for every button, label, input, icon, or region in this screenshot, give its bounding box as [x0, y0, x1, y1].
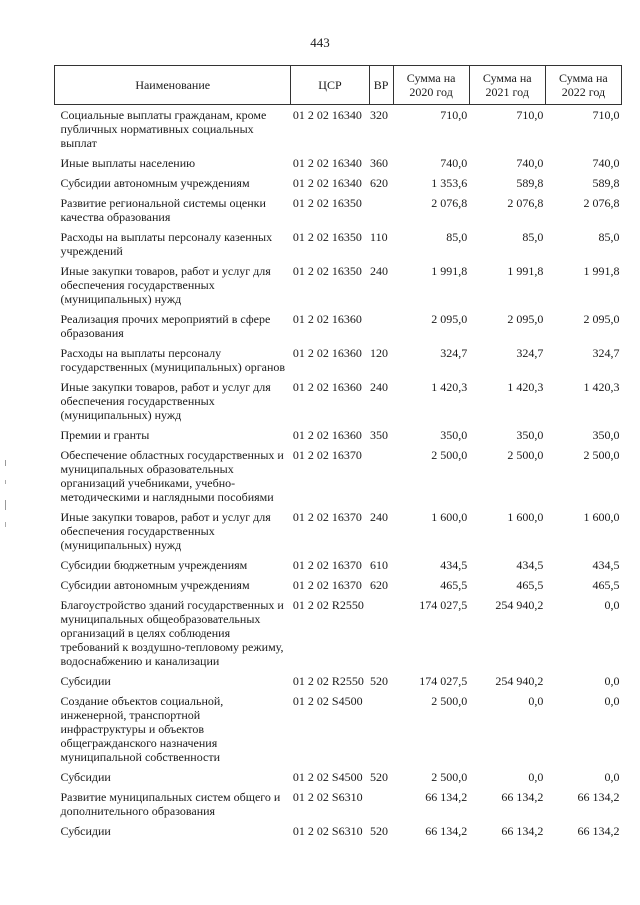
cell-name: Субсидии бюджетным учреждениям: [60, 558, 248, 572]
cell-sum-2022: 465,5: [592, 578, 620, 592]
cell-vr: [369, 691, 393, 767]
budget-table: [54, 65, 622, 841]
table-row: [55, 555, 622, 575]
cell-name: Создание объектов социальной, инженерной, транспортной инфраструктуры и объектов общегражданского назначения муниципальной собственности: [60, 694, 224, 764]
cell-vr: [369, 193, 393, 227]
cell-name: Иные закупки товаров, работ и услуг для обеспечения государственных (муниципальных) нужд: [60, 264, 271, 306]
cell-vr: 240: [370, 380, 389, 394]
cell-sum-2020: 2 500,0: [431, 694, 468, 708]
cell-sum-2021: 1 991,8: [507, 264, 544, 278]
cell-sum-2021: 1 420,3: [507, 380, 544, 394]
cell-name: Субсидии автономным учреждениям: [60, 176, 250, 190]
cell-sum-2021: 0,0: [528, 770, 544, 784]
cell-sum-2022: 589,8: [592, 176, 620, 190]
table-row: [55, 425, 622, 445]
cell-csr: 01 2 02 S6310: [292, 790, 363, 804]
table-row: [55, 173, 622, 193]
cell-sum-2020: 740,0: [440, 156, 468, 170]
cell-sum-2020: 324,7: [440, 346, 468, 360]
cell-sum-2022: 0,0: [604, 770, 620, 784]
page-number: 443: [310, 35, 330, 50]
cell-vr: [369, 309, 393, 343]
cell-vr: [369, 595, 393, 671]
cell-vr: 110: [370, 230, 388, 244]
table-row: [55, 153, 622, 173]
cell-sum-2020: 350,0: [440, 428, 468, 442]
table-row: [55, 787, 622, 821]
table-row: [55, 261, 622, 309]
cell-name: Развитие муниципальных систем общего и дополнительного образования: [60, 790, 281, 818]
cell-csr: 01 2 02 R2550: [292, 674, 364, 688]
table-row: [55, 227, 622, 261]
cell-sum-2020: 85,0: [446, 230, 468, 244]
cell-sum-2020: 66 134,2: [425, 790, 468, 804]
cell-sum-2021: 1 600,0: [507, 510, 544, 524]
cell-sum-2021: 2 095,0: [507, 312, 544, 326]
cell-sum-2021: 66 134,2: [501, 790, 544, 804]
scan-edge-marks: [5, 460, 7, 540]
table-header-row: [55, 66, 622, 105]
cell-sum-2021: 254 940,2: [495, 674, 544, 688]
cell-name: Субсидии: [60, 674, 111, 688]
cell-sum-2020: 2 500,0: [431, 770, 468, 784]
cell-name: Расходы на выплаты персоналу государственных (муниципальных) органов: [60, 346, 286, 374]
cell-sum-2022: 2 500,0: [583, 448, 620, 462]
cell-sum-2020: 66 134,2: [425, 824, 468, 838]
cell-sum-2020: 710,0: [440, 108, 468, 122]
cell-name: Социальные выплаты гражданам, кроме публичных нормативных социальных выплат: [60, 108, 267, 150]
cell-vr: 520: [370, 824, 389, 838]
header-sum-2022: Сумма на 2022 год: [545, 66, 621, 105]
cell-vr: 520: [370, 674, 389, 688]
cell-sum-2022: 0,0: [604, 598, 620, 612]
cell-sum-2022: 1 420,3: [583, 380, 620, 394]
cell-sum-2020: 2 500,0: [431, 448, 468, 462]
cell-csr: 01 2 02 16350: [292, 264, 362, 278]
cell-sum-2021: 710,0: [516, 108, 544, 122]
cell-sum-2021: 434,5: [516, 558, 544, 572]
cell-name: Премии и гранты: [60, 428, 150, 442]
cell-name: Субсидии автономным учреждениям: [60, 578, 250, 592]
table-row: [55, 821, 622, 841]
cell-vr: 320: [370, 108, 389, 122]
table-body: [55, 105, 622, 842]
cell-sum-2022: 0,0: [604, 674, 620, 688]
cell-csr: 01 2 02 16340: [292, 176, 362, 190]
cell-sum-2022: 2 076,8: [583, 196, 620, 210]
cell-sum-2021: 2 500,0: [507, 448, 544, 462]
cell-csr: 01 2 02 16340: [292, 156, 362, 170]
table-row: [55, 343, 622, 377]
cell-csr: 01 2 02 S6310: [292, 824, 363, 838]
cell-sum-2021: 324,7: [516, 346, 544, 360]
cell-sum-2022: 434,5: [592, 558, 620, 572]
cell-sum-2020: 1 420,3: [431, 380, 468, 394]
cell-sum-2022: 66 134,2: [577, 790, 620, 804]
cell-name: Иные закупки товаров, работ и услуг для обеспечения государственных (муниципальных) нужд: [60, 380, 271, 422]
cell-sum-2020: 1 991,8: [431, 264, 468, 278]
table-row: [55, 691, 622, 767]
cell-csr: 01 2 02 S4500: [292, 694, 363, 708]
cell-csr: 01 2 02 S4500: [292, 770, 363, 784]
cell-name: Субсидии: [60, 824, 111, 838]
table-row: [55, 445, 622, 507]
cell-sum-2020: 465,5: [440, 578, 468, 592]
table-row: [55, 671, 622, 691]
cell-sum-2022: 1 600,0: [583, 510, 620, 524]
cell-csr: 01 2 02 R2550: [292, 598, 364, 612]
cell-sum-2020: 434,5: [440, 558, 468, 572]
cell-csr: 01 2 02 16360: [292, 428, 362, 442]
cell-name: Расходы на выплаты персоналу казенных учреждений: [60, 230, 273, 258]
header-vr: ВР: [369, 66, 393, 105]
cell-sum-2021: 0,0: [528, 694, 544, 708]
cell-sum-2022: 85,0: [598, 230, 620, 244]
table-row: [55, 105, 622, 154]
cell-name: Развитие региональной системы оценки качества образования: [60, 196, 266, 224]
cell-vr: 620: [370, 578, 389, 592]
cell-csr: 01 2 02 16370: [292, 510, 362, 524]
cell-name: Иные закупки товаров, работ и услуг для обеспечения государственных (муниципальных) нужд: [60, 510, 271, 552]
cell-sum-2022: 740,0: [592, 156, 620, 170]
cell-csr: 01 2 02 16370: [292, 558, 362, 572]
cell-sum-2021: 2 076,8: [507, 196, 544, 210]
cell-sum-2021: 465,5: [516, 578, 544, 592]
cell-vr: 360: [370, 156, 389, 170]
cell-name: Обеспечение областных государственных и муниципальных образовательных организаций учебниками, учебно-методическими и наглядными пособиями: [60, 448, 284, 504]
cell-sum-2021: 350,0: [516, 428, 544, 442]
cell-name: Благоустройство зданий государственных и муниципальных общеобразовательных организаций в целях соблюдения требований к воздушно-тепловому режиму, водоснабжению и канализации: [60, 598, 284, 668]
cell-vr: 520: [370, 770, 389, 784]
cell-vr: [369, 787, 393, 821]
cell-csr: 01 2 02 16350: [292, 196, 362, 210]
cell-sum-2022: 350,0: [592, 428, 620, 442]
cell-sum-2020: 1 353,6: [431, 176, 468, 190]
cell-vr: 620: [370, 176, 389, 190]
cell-sum-2020: 1 600,0: [431, 510, 468, 524]
table-row: [55, 309, 622, 343]
cell-csr: 01 2 02 16360: [292, 346, 362, 360]
cell-sum-2021: 66 134,2: [501, 824, 544, 838]
cell-sum-2022: 324,7: [592, 346, 620, 360]
header-csr: ЦСР: [291, 66, 369, 105]
cell-sum-2022: 2 095,0: [583, 312, 620, 326]
table-row: [55, 595, 622, 671]
cell-csr: 01 2 02 16370: [292, 448, 362, 462]
header-sum-2020: Сумма на 2020 год: [393, 66, 469, 105]
cell-sum-2022: 710,0: [592, 108, 620, 122]
cell-sum-2022: 0,0: [604, 694, 620, 708]
cell-sum-2021: 740,0: [516, 156, 544, 170]
table-row: [55, 193, 622, 227]
cell-vr: 240: [370, 264, 389, 278]
cell-csr: 01 2 02 16340: [292, 108, 362, 122]
cell-csr: 01 2 02 16350: [292, 230, 362, 244]
table-row: [55, 377, 622, 425]
cell-sum-2021: 85,0: [522, 230, 544, 244]
cell-vr: [369, 445, 393, 507]
cell-name: Субсидии: [60, 770, 111, 784]
cell-sum-2021: 589,8: [516, 176, 544, 190]
table-row: [55, 507, 622, 555]
cell-csr: 01 2 02 16360: [292, 380, 362, 394]
header-name: Наименование: [55, 66, 291, 105]
cell-sum-2020: 174 027,5: [419, 598, 468, 612]
cell-sum-2022: 66 134,2: [577, 824, 620, 838]
cell-vr: 120: [370, 346, 389, 360]
cell-sum-2022: 1 991,8: [583, 264, 620, 278]
header-sum-2021: Сумма на 2021 год: [469, 66, 545, 105]
cell-name: Иные выплаты населению: [60, 156, 196, 170]
cell-sum-2020: 2 095,0: [431, 312, 468, 326]
cell-csr: 01 2 02 16360: [292, 312, 362, 326]
cell-sum-2021: 254 940,2: [495, 598, 544, 612]
cell-csr: 01 2 02 16370: [292, 578, 362, 592]
table-row: [55, 767, 622, 787]
cell-name: Реализация прочих мероприятий в сфере образования: [60, 312, 271, 340]
table-row: [55, 575, 622, 595]
cell-vr: 240: [370, 510, 389, 524]
cell-vr: 610: [370, 558, 389, 572]
cell-sum-2020: 2 076,8: [431, 196, 468, 210]
cell-sum-2020: 174 027,5: [419, 674, 468, 688]
cell-vr: 350: [370, 428, 389, 442]
